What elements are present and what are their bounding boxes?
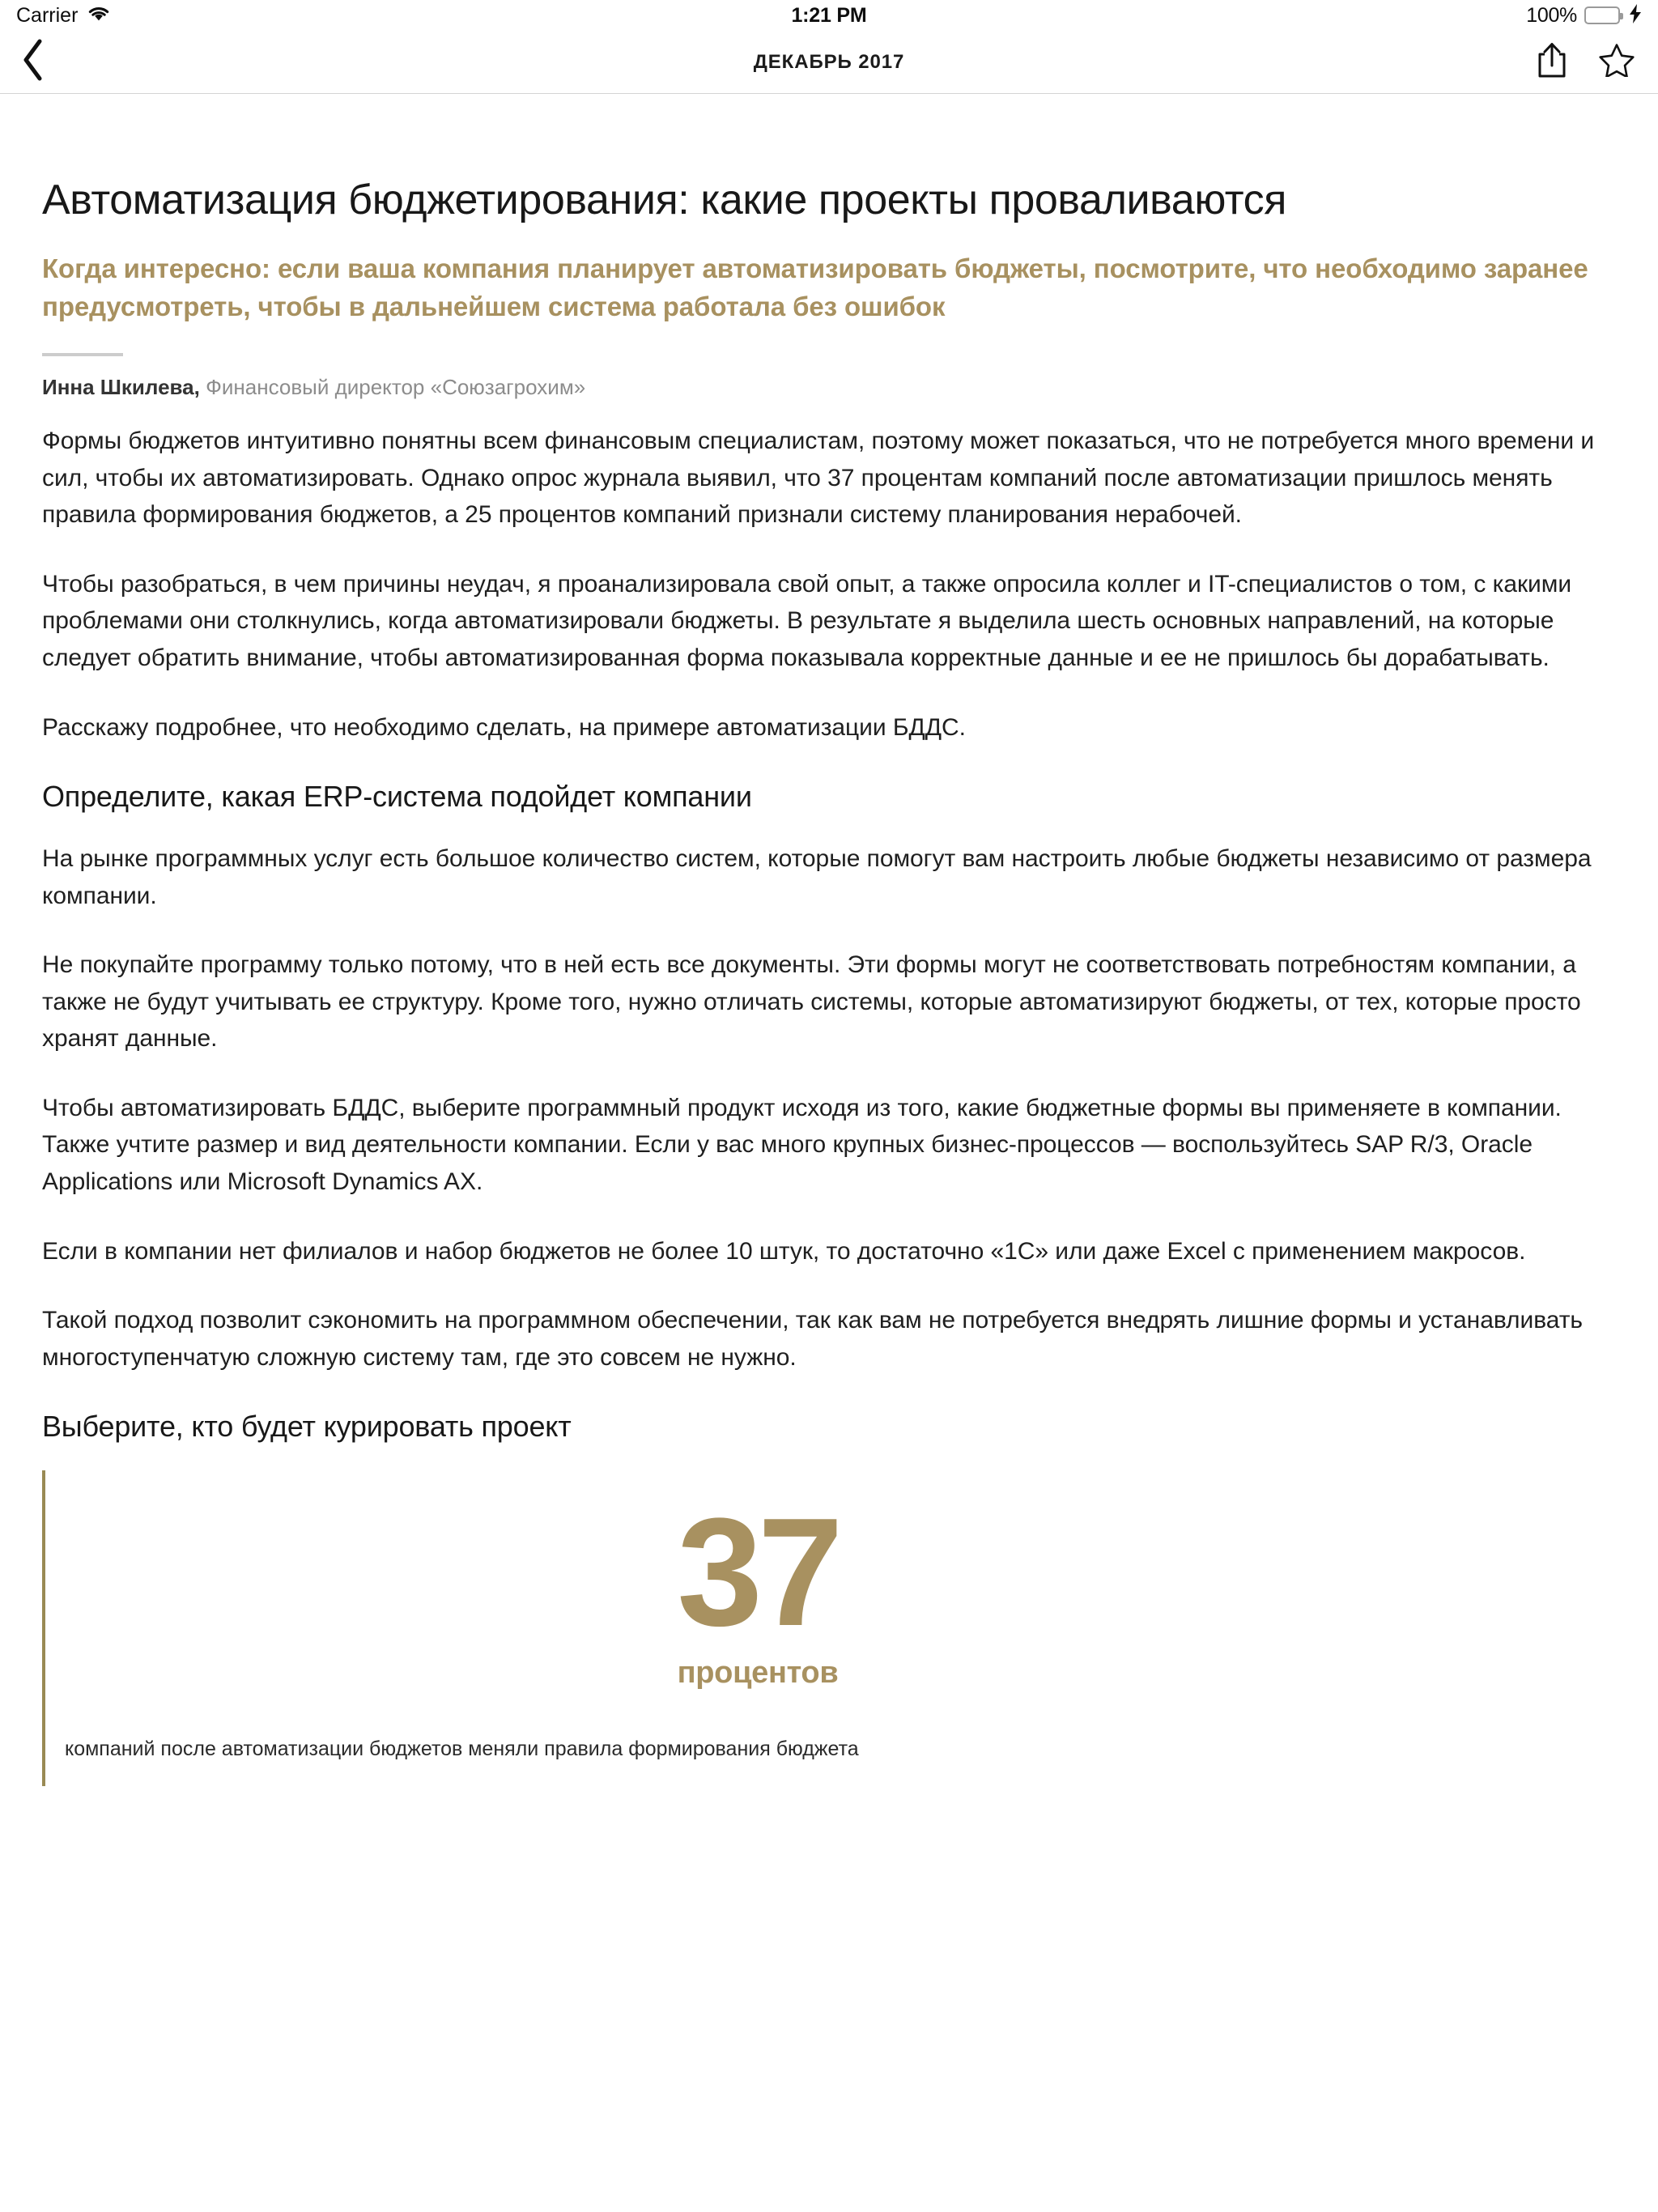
status-bar-time: 1:21 PM [791, 3, 867, 27]
navigation-bar [0, 31, 1658, 94]
share-icon [1536, 41, 1568, 83]
article-paragraph: Формы бюджетов интуитивно понятны всем финансовым специалистам, поэтому может показаться, что не потребуется много времени и сил, чтобы их автоматизировать. Однако опрос журнала выявил, что 37 процентам компаний после автоматизации пришлось менять правила формирования бюджетов, а 25 процентов компаний признали систему планирования нерабочей. [42, 427, 1595, 529]
share-button[interactable] [1532, 40, 1572, 84]
byline-author-name: Инна Шкилева, [42, 375, 200, 400]
byline-divider [42, 353, 123, 356]
section-heading-1: Определите, какая ERP-система подойдет компании [42, 780, 752, 814]
stat-number: 37 [677, 1487, 839, 1659]
article-subtitle: Когда интересно: если ваша компания планирует автоматизировать бюджеты, посмотрите, что необходимо заранее предусмотреть, чтобы в дальнейшем система работала без ошибок [42, 253, 1588, 322]
stat-unit-label: процентов [677, 1655, 839, 1690]
article-content [0, 175, 1658, 1786]
status-bar [0, 0, 1658, 31]
article-paragraph: Такой подход позволит сэкономить на программном обеспечении, так как вам не потребуется внедрять лишние формы и устанавливать многоступенчатую сложную систему там, где это совсем не нужно. [42, 1307, 1583, 1371]
byline-author-role: Финансовый директор «Союзагрохим» [199, 375, 586, 400]
lightning-bolt-icon [1629, 4, 1642, 28]
status-bar-right [1526, 4, 1642, 28]
stat-caption: компаний после автоматизации бюджетов меняли правила формирования бюджета [65, 1737, 859, 1760]
article-paragraph: На рынке программных услуг есть большое количество систем, которые помогут вам настроить любые бюджеты независимо от размера компании. [42, 844, 1592, 909]
section-heading-2: Выберите, кто будет курировать проект [42, 1410, 572, 1444]
battery-percent-label: 100% [1526, 3, 1577, 27]
article-paragraph: Расскажу подробнее, что необходимо сделать, на примере автоматизации БДДС. [42, 713, 966, 741]
bookmark-button[interactable] [1596, 40, 1637, 84]
article-paragraph: Не покупайте программу только потому, что в ней есть все документы. Эти формы могут не соответствовать потребностям компании, а также не будут учитывать ее структуру. Кроме того, нужно отличать системы, которые автоматизируют бюджеты, от тех, которые просто хранят данные. [42, 951, 1581, 1053]
wifi-icon [87, 4, 110, 28]
article-paragraph: Чтобы автоматизировать БДДС, выберите программный продукт исходя из того, какие бюджетные формы вы применяете в компании. Также учтите размер и вид деятельности компании. Если у вас много крупных бизнес-процессов — воспользуйтесь SAP R/3, Oracle Applications или Microsoft Dynamics AX. [42, 1094, 1562, 1196]
battery-full-icon [1584, 6, 1620, 24]
article-title: Автоматизация бюджетирования: какие проекты проваливаются [42, 177, 1286, 223]
stat-callout [42, 1470, 1616, 1786]
star-icon [1599, 43, 1635, 81]
byline [42, 374, 1616, 402]
navigation-actions [1532, 40, 1637, 84]
page-title: ДЕКАБРЬ 2017 [753, 50, 905, 73]
status-bar-left [16, 4, 1526, 28]
carrier-label: Carrier [16, 3, 79, 27]
article-paragraph: Чтобы разобраться, в чем причины неудач, я проанализировала свой опыт, а также опросила коллег и IT-специалистов о том, с какими проблемами они столкнулись, когда автоматизировали бюджеты. В результате я выделила шесть основных направлений, на которые следует обратить внимание, чтобы автоматизированная форма показывала корректные данные и ее не пришлось бы дорабатывать. [42, 570, 1572, 671]
article-paragraph: Если в компании нет филиалов и набор бюджетов не более 10 штук, то достаточно «1С» или даже Excel с применением макросов. [42, 1237, 1526, 1265]
